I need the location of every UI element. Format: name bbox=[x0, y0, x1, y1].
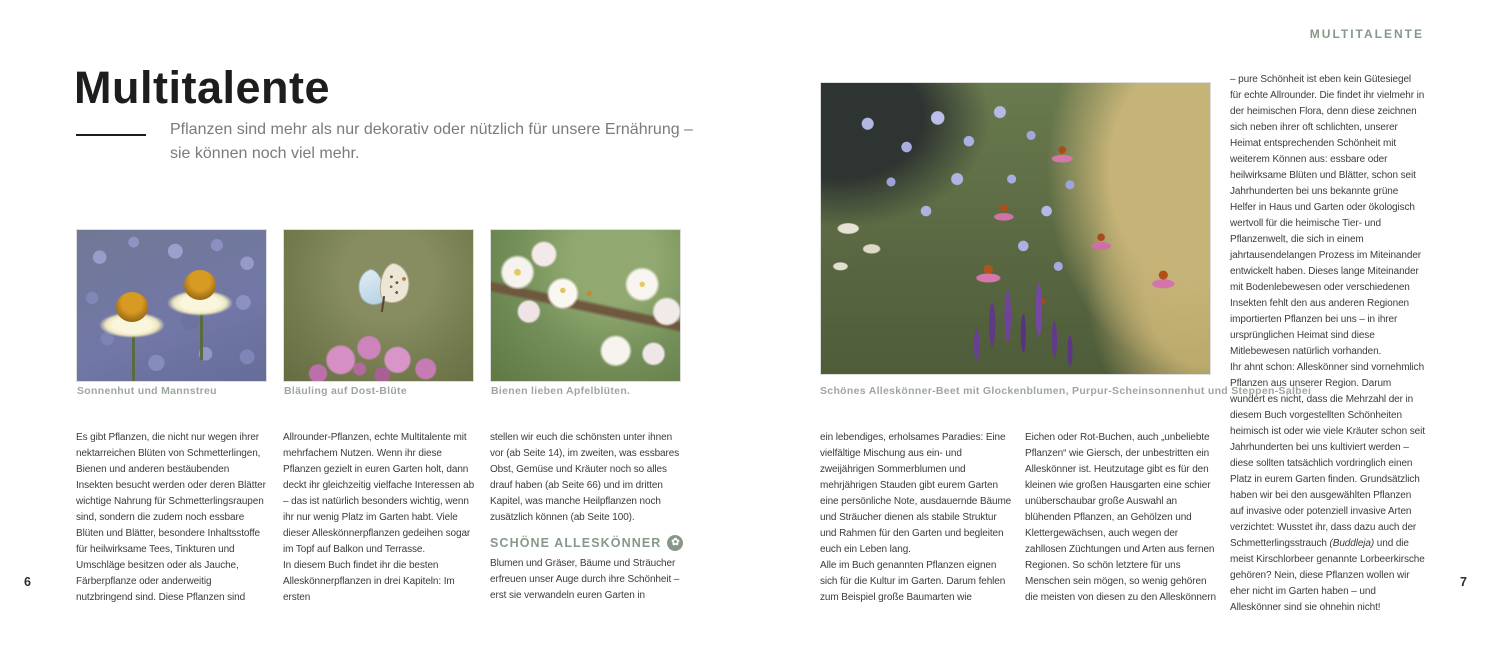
latin-name-italic: (Buddleja) bbox=[1329, 538, 1375, 549]
flower-disc bbox=[116, 292, 148, 322]
flower-icon: ✿ bbox=[667, 535, 683, 551]
photo-bee-apple-blossom bbox=[490, 229, 681, 382]
photo-caption: Bienen lieben Apfelblüten. bbox=[491, 385, 631, 397]
body-paragraph: ein lebendiges, erholsames Paradies: Eine vielfältige Mischung aus ein- und zweijährigen Sommerblumen und mehrjährigen Stauden gibt eurem Garten eine persönliche Note, ausdauernde Bäume und Sträucher dienen als stabile Struktur und Rahmen für den Garten und begleiten euch ein Leben lang. bbox=[820, 432, 1012, 555]
subtitle-line-1: Pflanzen sind mehr als nur dekorativ oder nützlich für unsere Ernährung – bbox=[170, 121, 693, 138]
body-paragraph: – pure Schönheit ist eben kein Gütesiegel für echte Allrounder. Die findet ihr vielmehr in der heimischen Flora, denn diese zeichnen sich neben ihrer oft schlichten, unserer Heimat entsprechenden Schönheit mit weiterem Können aus: essbare oder heilwirksame Blüten und Blätter, schon seit Jahrhunderten bei uns bekannte grüne Helfer in Haus und Garten oder ökologisch wertvoll für die heimische Tier- und Pflanzenwelt, die sich in einem jahrtausendelangen Prozess im Miteinander entwickelt haben. Dieses lange Miteinander mit Bodenlebewesen oder verschiedenen Insekten fehlt den aus anderen Regionen importierten Pflanzen bei uns – in ihrer ursprünglichen Heimat sind diese Mitlebewesen natürlich vorhanden. bbox=[1230, 74, 1425, 357]
body-paragraph: Es gibt Pflanzen, die nicht nur wegen ihrer nektarreichen Blüten von Schmetterlingen, Bienen und anderen bestäubenden Insekten besucht werden oder deren Blätter wichtige Nahrung für Schmetterlingsraupen sind, sondern die zudem noch essbare Blüten und Blätter, besondere Inhaltsstoffe für heilwirksame Tees, Tinkturen und Umschläge besitzen oder als Jauche, Färberpflanze oder anderweitig nutzbringend sind. Diese Pflanzen sind bbox=[76, 432, 266, 603]
photo-caption: Bläuling auf Dost-Blüte bbox=[284, 385, 407, 397]
running-header: MULTITALENTE bbox=[1309, 27, 1424, 41]
body-paragraph bbox=[1230, 360, 1425, 616]
body-paragraph: Eichen oder Rot-Buchen, auch „unbeliebte Pflanzen“ wie Giersch, der unbestritten ein Alleskönner ist. Heutzutage gibt es für den kleinen wie großen Hausgarten eine schier unüberschaubar große Auswahl an blühenden Pflanzen, an Gehölzen und Klettergewächsen, auch wegen der zahllosen Züchtungen und Arten aus fernen Regionen. So schön letztere für uns Menschen sein mögen, so wenig gehören die meisten von diesen zu den Alleskönnern bbox=[1025, 432, 1216, 603]
coneflower-illustration bbox=[99, 292, 165, 382]
photo-caption: Sonnenhut und Mannstreu bbox=[77, 385, 217, 397]
subtitle-rule bbox=[76, 134, 146, 136]
photo-butterfly-oregano bbox=[283, 229, 474, 382]
paragraph-text: Ihr ahnt schon: Alleskönner sind vornehmlich Pflanzen aus unserer Region. Darum wundert es nicht, dass die Mehrzahl der in diesem Buch vorgestellten Schönheiten heimisch ist oder wie viele Kräuter schon seit Jahrhunderten bei uns kultiviert werden – diese sollten tatsächlich vordringlich einen Platz in eurem Garten finden. Grundsätzlich haben wir bei den ausgewählten Pflanzen auf invasive oder potenziell invasive Arten verzichtet: Wusstet ihr, dass dazu auch der Schmetterlingsstrauch bbox=[1230, 362, 1425, 549]
chapter-subtitle bbox=[170, 118, 770, 166]
subtitle-line-2: sie können noch viel mehr. bbox=[170, 145, 360, 162]
body-paragraph: Alle im Buch genannten Pflanzen eignen sich für die Kultur im Garten. Darum fehlen zum Beispiel große Baumarten wie bbox=[820, 560, 1006, 603]
section-heading bbox=[490, 535, 682, 551]
coneflower-illustration bbox=[165, 270, 235, 380]
left-column-2 bbox=[283, 430, 475, 606]
right-column-1 bbox=[820, 430, 1014, 606]
chapter-title: Multitalente bbox=[74, 62, 331, 113]
left-column-1 bbox=[76, 430, 268, 606]
photo-garden-bed bbox=[820, 82, 1211, 375]
body-paragraph: Blumen und Gräser, Bäume und Sträucher erfreuen unser Auge durch ihre Schönheit – erst sie verwandeln euren Garten in bbox=[490, 558, 680, 601]
photo-coneflower-seaholly bbox=[76, 229, 267, 382]
paragraph-text: und die meist Kirschlorbeer genannte Lorbeerkirsche gehören? Nein, diese Pflanzen wollen wir eher nicht im Garten haben – und Alleskönner sind sie ohnehin nicht! bbox=[1230, 538, 1425, 613]
left-column-3 bbox=[490, 430, 682, 604]
body-paragraph: stellen wir euch die schönsten unter ihnen vor (ab Seite 14), im zweiten, was essbares Obst, Gemüse und Kräuter noch so alles drauf haben (ab Seite 66) und im dritten Kapitel, was manche Heilpflanzen noch zusätzlich können (ab Seite 100). bbox=[490, 432, 680, 523]
section-heading-label: SCHÖNE ALLESKÖNNER bbox=[490, 536, 662, 550]
page-number-left: 6 bbox=[24, 575, 31, 589]
right-column-3 bbox=[1230, 72, 1425, 616]
body-paragraph: In diesem Buch findet ihr die besten Alleskönnerpflanzen in drei Kapiteln: Im ersten bbox=[283, 560, 455, 603]
right-column-2 bbox=[1025, 430, 1219, 606]
body-paragraph: Allrounder-Pflanzen, echte Multitalente mit mehrfachem Nutzen. Wenn ihr diese Pflanzen gezielt in euren Garten holt, dann deckt ihr gleichzeitig vielfache Interessen ab – das ist natürlich besonders wichtig, wenn ihr nur wenig Platz im Garten habt. Viele dieser Alleskönnerpflanzen gedeihen sogar im Topf auf Balkon und Terrasse. bbox=[283, 432, 475, 555]
flower-disc bbox=[184, 270, 216, 300]
butterfly-illustration bbox=[356, 262, 416, 318]
page-number-right: 7 bbox=[1460, 575, 1467, 589]
photo-caption: Schönes Alleskönner-Beet mit Glockenblumen, Purpur-Scheinsonnenhut und Steppen-Salbei bbox=[820, 385, 1312, 397]
